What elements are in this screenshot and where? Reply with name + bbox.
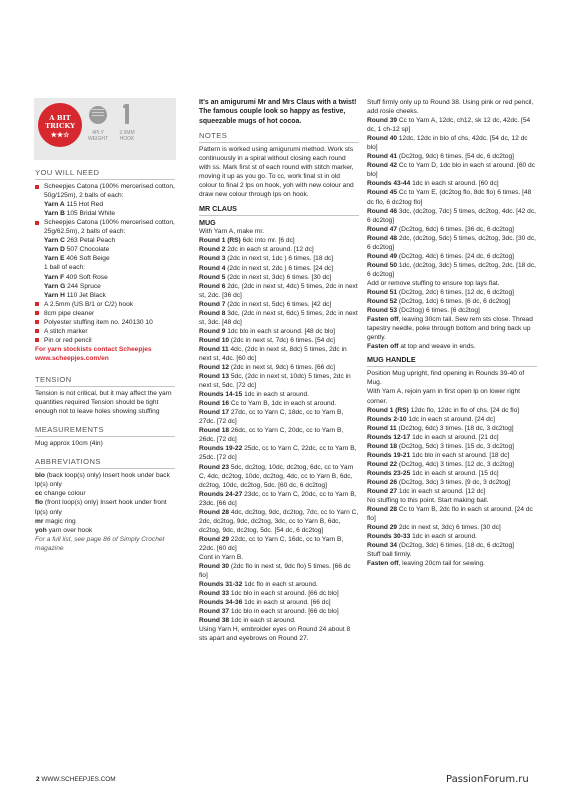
- instruction-line: [367, 342, 537, 351]
- round-label: Round 53: [367, 307, 398, 315]
- round-text: 1dc blo in each st around. [66 dc blo]: [229, 608, 339, 616]
- round-label: Round 16: [199, 400, 230, 408]
- instruction-line: [199, 282, 359, 300]
- round-label: Rounds 12-17: [367, 433, 411, 441]
- round-label: Round 17: [199, 409, 230, 417]
- abbr-term: mr: [35, 517, 44, 525]
- divider: [199, 215, 359, 216]
- round-label: Round 34: [367, 542, 398, 550]
- yarn-detail: 507 Chocolate: [64, 246, 110, 254]
- difficulty-line2: TRICKY: [45, 121, 75, 130]
- instruction-line: [367, 98, 537, 116]
- abbreviation-item: [35, 517, 175, 526]
- page-footer: [36, 776, 116, 783]
- round-label: Rounds 30-33: [367, 533, 411, 541]
- divider: [35, 179, 175, 180]
- item-text: Scheepjes Catona (100% mercerised cotton, 25g/62.5m), 2 balls of each:: [44, 219, 175, 236]
- difficulty-line1: A BIT: [49, 114, 71, 122]
- instruction-line: [367, 424, 537, 433]
- mug-subheading: MUG: [199, 218, 216, 228]
- instruction-line: [367, 505, 537, 523]
- round-text: With Yarn A, rejoin yarn in first open lp on lower right corner.: [367, 388, 520, 405]
- round-label: Round 29: [199, 535, 230, 543]
- tension-heading: TENSION: [35, 374, 72, 384]
- round-label: Rounds 14-15: [199, 391, 243, 399]
- list-item: A stitch marker: [35, 327, 175, 336]
- instruction-line: [199, 616, 359, 625]
- instruction-line: [199, 245, 359, 254]
- round-label: Round 47: [367, 225, 398, 233]
- instruction-line: [367, 306, 537, 315]
- round-text: (2dc in next st, 1dc ) 6 times. [18 dc]: [225, 255, 334, 263]
- notes-heading: NOTES: [199, 130, 228, 140]
- round-text: (Dc2tog, 4dc) 3 times. [12 dc, 3 dc2tog]: [397, 460, 514, 468]
- round-text: Stuff ball firmly.: [367, 551, 412, 559]
- round-label: Round 28: [367, 506, 398, 514]
- round-text: 1dc blo in each st around. [18 dc]: [410, 451, 510, 459]
- round-text: Cc to Yarn B, 1dc in each st around.: [229, 400, 337, 408]
- round-text: 6dc into mr. [6 dc]: [240, 237, 295, 245]
- abbreviation-item: [35, 489, 175, 498]
- round-text: 2dc, (2dc in next st, 4dc) 5 times, 2dc in next st, 2dc. [36 dc]: [199, 282, 358, 299]
- abbr-def: (front loop(s) only) Insert hook under front lp(s) only: [35, 499, 167, 516]
- instruction-line: [199, 390, 359, 399]
- list-item: A 2.5mm (US B/1 or C/2) hook: [35, 300, 175, 309]
- instruction-line: [199, 236, 359, 245]
- round-label: Rounds 23-25: [367, 469, 411, 477]
- instruction-line: [367, 207, 537, 225]
- round-text: at top and weave in ends.: [398, 343, 476, 351]
- instruction-line: [199, 300, 359, 309]
- round-label: Round 1 (RS): [199, 237, 241, 245]
- round-text: (Dc2tog, 5dc) 3 times. [15 dc, 3 dc2tog]: [397, 442, 514, 450]
- instruction-line: [199, 336, 359, 345]
- instruction-line: [199, 580, 359, 589]
- round-text: 1dc in each st around. [15 dc]: [410, 469, 499, 477]
- round-text: (Dc2tog) 6 times. [6 dc2tog]: [397, 307, 480, 315]
- round-label: Round 40: [367, 135, 398, 143]
- round-text: (Dc2tog, 3dc) 6 times. [18 dc, 6 dc2tog]: [397, 542, 514, 550]
- item-text: Scheepjes Catona (100% mercerised cotton, 50g/125m), 2 balls of each:: [44, 183, 175, 200]
- abbr-term: yoh: [35, 526, 47, 534]
- yarn-name: Yarn F: [44, 273, 65, 281]
- instruction-line: [367, 532, 537, 541]
- round-text: 1dc in each st around. [60 dc]: [410, 180, 499, 188]
- round-label: Round 11: [199, 345, 229, 353]
- yarn-name: Yarn H: [44, 291, 65, 299]
- round-label: Round 1 (RS): [367, 406, 409, 414]
- round-label: Rounds 31-32: [199, 581, 243, 589]
- round-label: Round 50: [367, 261, 398, 269]
- divider: [35, 436, 175, 437]
- round-text: 5dc, (2dc in next st, 10dc) 5 times, 2dc in next st, 5dc. [72 dc]: [199, 373, 351, 390]
- difficulty-badge: [38, 103, 82, 147]
- round-text: (Dc2tog, 2dc) 6 times. [12 dc, 6 dc2tog]: [397, 288, 514, 296]
- round-label: Round 13: [199, 373, 230, 381]
- round-text: With Yarn A, make mr.: [199, 228, 264, 236]
- round-label: Round 28: [199, 508, 230, 516]
- instruction-line: [199, 372, 359, 390]
- abbr-term: cc: [35, 490, 43, 498]
- instruction-line: [199, 426, 359, 444]
- round-text: 25dc, cc to Yarn C, 22dc, cc to Yarn B, 25dc. [72 dc]: [199, 445, 357, 462]
- round-label: Rounds 43-44: [367, 180, 411, 188]
- round-label: Round 29: [367, 524, 398, 532]
- round-label: Round 8: [199, 309, 226, 317]
- hook-label: [113, 130, 141, 142]
- list-item: [35, 218, 175, 236]
- round-text: 2dc in next st, 3dc) 6 times. [30 dc]: [397, 524, 501, 532]
- page-number: 2: [36, 776, 40, 783]
- instruction-line: [367, 161, 537, 179]
- round-label: Round 49: [367, 252, 398, 260]
- round-text: Cc to Yarn A, 12dc, ch12, sk 12 dc, 42dc. [54 dc, 1 ch-12 sp]: [367, 117, 531, 134]
- abbr-def: magic ring: [43, 517, 76, 525]
- round-text: , leaving 30cm tail. Sew rem sts close. Thread tapestry needle, poke through bottom and bring back up gently.: [367, 316, 533, 342]
- instruction-line: [199, 598, 359, 607]
- round-text: (Dc2tog, 6dc) 3 times. [18 dc, 3 dc2tog]: [396, 424, 514, 432]
- instruction-line: [367, 559, 537, 568]
- instruction-line: [367, 134, 537, 152]
- you-will-need-heading: YOU WILL NEED: [35, 168, 100, 177]
- round-label: Rounds 2-10: [367, 415, 407, 423]
- round-text: 22dc, cc to Yarn C, 16dc, cc to Yarn B, 22dc. [60 dc]: [199, 535, 344, 552]
- round-label: Round 9: [199, 327, 226, 335]
- round-label: Round 38: [199, 617, 230, 625]
- round-text: 1dc in each st around. [12 dc]: [397, 487, 486, 495]
- yarn-name: Yarn B: [44, 210, 65, 218]
- round-label: Rounds 34-36: [199, 599, 243, 607]
- round-label: Fasten off: [367, 316, 399, 324]
- round-label: Round 27: [367, 487, 398, 495]
- yarn-detail: 409 Soft Rose: [64, 273, 108, 281]
- instruction-line: [199, 345, 359, 363]
- instruction-line: [199, 408, 359, 426]
- abbr-def: yarn over hook: [46, 526, 93, 534]
- abbreviations-note: For a full list, see page 86 of Simply Crochet magazine: [35, 535, 165, 552]
- round-label: Round 26: [367, 478, 398, 486]
- yarn-name: Yarn G: [44, 282, 66, 290]
- divider: [199, 142, 359, 143]
- instruction-line: [367, 523, 537, 532]
- instruction-line: [199, 490, 359, 508]
- round-label: Round 30: [199, 563, 230, 571]
- round-text: (2dc in next st, 3dc) 6 times. [30 dc]: [225, 273, 332, 281]
- yarn-detail: 110 Jet Black: [64, 291, 106, 299]
- instruction-line: [199, 227, 359, 236]
- round-text: 1dc flo in each st around.: [242, 581, 318, 589]
- round-text: 1dc, (dc2tog, 3dc) 5 times, dc2tog, 2dc. [18 dc, 6 dc2tog]: [367, 261, 536, 278]
- round-label: Round 12: [199, 364, 230, 372]
- divider: [367, 366, 537, 367]
- instruction-line: [199, 625, 359, 643]
- round-text: 1dc in each st around.: [229, 617, 296, 625]
- instruction-line: [367, 179, 537, 188]
- round-label: Round 52: [367, 298, 398, 306]
- round-text: 2dc, (dc2tog, 5dc) 5 times, dc2tog, 3dc. [30 dc, 6 dc2tog]: [367, 234, 536, 251]
- instruction-line: [367, 297, 537, 306]
- yarn-list: [35, 236, 175, 299]
- instruction-line: [367, 496, 537, 505]
- round-text: 4dc, (2dc in next st, 8dc) 5 times, 2dc in next st, 4dc. [60 dc]: [199, 345, 347, 362]
- round-text: 26dc, cc to Yarn C, 20dc, cc to Yarn B, 26dc. [72 dc]: [199, 427, 344, 444]
- instruction-line: [367, 288, 537, 297]
- instruction-line: [367, 387, 537, 405]
- weight-label: [84, 130, 112, 142]
- round-text: 1dc in each st around. [66 dc]: [242, 599, 331, 607]
- round-text: 12dc, 12dc in blo of chs, 42dc. [54 dc, 12 dc blo]: [367, 135, 528, 152]
- column-pattern-mug: [199, 98, 359, 643]
- round-label: Rounds 19-22: [199, 445, 243, 453]
- round-label: Fasten off: [367, 560, 399, 568]
- yarn-ball-icon: [89, 106, 107, 124]
- round-label: Round 3: [199, 255, 226, 263]
- instruction-line: [199, 553, 359, 562]
- instruction-line: [199, 444, 359, 462]
- round-label: Round 33: [199, 590, 230, 598]
- instruction-line: [199, 463, 359, 490]
- round-label: Round 5: [199, 273, 226, 281]
- round-label: Round 51: [367, 288, 398, 296]
- round-text: Stuff firmly only up to Round 38. Using pink or red pencil, add rosie cheeks.: [367, 99, 534, 116]
- instruction-line: [199, 607, 359, 616]
- abbr-def: (back loop(s) only) Insert hook under back lp(s) only: [35, 472, 170, 489]
- list-item: 8cm pipe cleaner: [35, 309, 175, 318]
- column-materials: [35, 168, 175, 553]
- round-label: Round 7: [199, 300, 226, 308]
- instruction-line: [199, 589, 359, 598]
- instruction-line: [367, 451, 537, 460]
- round-label: Round 6: [199, 282, 226, 290]
- crochet-hook-icon: [125, 104, 129, 124]
- round-text: 1dc blo in each st around. [48 dc blo]: [225, 327, 335, 335]
- yarn-detail: 244 Spruce: [65, 282, 101, 290]
- round-text: 1dc blo in each st around. [66 dc blo]: [229, 590, 339, 598]
- list-item: [35, 182, 175, 200]
- difficulty-stars: ★★☆: [50, 130, 70, 139]
- round-label: Round 39: [367, 117, 398, 125]
- divider: [35, 468, 175, 469]
- yarn-detail: 115 Hot Red: [64, 201, 104, 209]
- round-text: (2dc in next st, 9dc) 6 times. [66 dc]: [229, 364, 335, 372]
- round-text: (Dc2tog, 9dc) 6 times. [54 dc, 6 dc2tog]: [397, 153, 514, 161]
- notes-text: Pattern is worked using amigurumi method. Work sts continuously in a spiral without closing each round with ss. Mark first st of each round with stitch marker, moving it up as you go. To cc, work final st in old colour to final 2 lps on hook, yoh with new colour and draw new colour through lps on hook.: [199, 145, 354, 199]
- instruction-line: [367, 225, 537, 234]
- hook-label-line1: 2.5MM: [119, 130, 135, 136]
- website-link[interactable]: www.scheepjes.com/en: [35, 354, 109, 362]
- weight-label-line1: 4PLY: [92, 130, 104, 136]
- instruction-line: [199, 254, 359, 263]
- abbr-def: change colour: [42, 490, 86, 498]
- instruction-line: [367, 188, 537, 206]
- round-label: Round 23: [199, 463, 230, 471]
- instruction-line: [367, 442, 537, 451]
- round-text: Cc to Yarn B, 2dc flo in each st around. [24 dc flo]: [367, 506, 533, 523]
- round-text: Cc to Yarn D, 1dc blo in each st around. [60 dc blo]: [367, 162, 535, 179]
- instruction-line: [199, 562, 359, 580]
- round-text: No stuffing to this point. Start making ball.: [367, 497, 489, 505]
- round-text: 1dc in each st around. [24 dc]: [406, 415, 495, 423]
- mr-claus-heading: MR CLAUS: [199, 204, 237, 214]
- list-item: Pin or red pencil: [35, 336, 175, 345]
- round-label: Fasten off: [367, 343, 399, 351]
- round-text: 4dc, dc2tog, 9dc, dc2tog, 7dc, cc to Yarn C, 2dc, dc2tog, 9dc, dc2tog, 3dc, cc to Yarn B, 6dc, dc2tog, 9dc, dc2tog, 5dc. [54 dc, 6 dc2tog]: [199, 508, 359, 534]
- instruction-line: [199, 363, 359, 372]
- instruction-line: [367, 541, 537, 550]
- instruction-line: [367, 469, 537, 478]
- round-text: (Dc2tog, 1dc) 6 times. [6 dc, 6 dc2tog]: [397, 298, 511, 306]
- round-label: Round 42: [367, 162, 398, 170]
- round-label: Round 41: [367, 153, 398, 161]
- list-item: Polyester stuffing item no. 240130 10: [35, 318, 175, 327]
- round-label: Round 11: [367, 424, 397, 432]
- round-text: (2dc in next st, 5dc) 6 times. [42 dc]: [225, 300, 332, 308]
- measurements-heading: MEASUREMENTS: [35, 425, 104, 435]
- round-label: Round 22: [367, 460, 398, 468]
- mr-claus-instructions: [199, 227, 359, 643]
- weight-label-line2: WEIGHT: [88, 136, 108, 142]
- hook-label-line2: HOOK: [119, 136, 135, 142]
- round-label: Round 2: [199, 246, 226, 254]
- round-label: Round 18: [367, 442, 398, 450]
- instruction-line: [367, 234, 537, 252]
- yarn-name: Yarn D: [44, 246, 65, 254]
- instruction-line: [367, 460, 537, 469]
- round-label: Round 45: [367, 189, 398, 197]
- instruction-line: [367, 252, 537, 261]
- round-text: 3dc, (dc2tog, 7dc) 5 times, dc2tog, 4dc. [42 dc, 6 dc2tog]: [367, 207, 536, 224]
- round-text: 1dc in each st around.: [242, 391, 309, 399]
- round-label: Rounds 19-21: [367, 451, 411, 459]
- round-text: 1dc in each st around. [21 dc]: [410, 433, 499, 441]
- column-pattern-cont: [367, 98, 537, 568]
- round-label: Round 37: [199, 608, 230, 616]
- round-label: Round 18: [199, 427, 230, 435]
- tension-text: Tension is not critical, but it may affect the yarn quantities required Tension should be tight enough not to leave holes showing stuffing: [35, 390, 172, 416]
- round-text: (2dc in next st, 7dc) 6 times. [54 dc]: [229, 336, 335, 344]
- round-text: Position Mug upright, find opening in Rounds 39-40 of Mug.: [367, 370, 525, 387]
- round-text: 12dc flo, 12dc in flo of chs. [24 dc flo]: [408, 406, 520, 414]
- item-text: 1 ball of each:: [44, 264, 86, 272]
- stockists-text: For yarn stockists contact Scheepjes: [35, 345, 152, 353]
- yarn-name: Yarn E: [44, 255, 65, 263]
- abbreviation-item: [35, 526, 175, 535]
- round-text: (2dc in next st, 2dc ) 6 times. [24 dc]: [225, 264, 334, 272]
- round-text: (Dc2tog, 4dc) 6 times. [24 dc, 6 dc2tog]: [397, 252, 514, 260]
- yarn-detail: 406 Soft Beige: [64, 255, 110, 263]
- instruction-line: [367, 279, 537, 288]
- instruction-line: [367, 487, 537, 496]
- round-text: (Dc2tog, 6dc) 6 times. [36 dc, 6 dc2tog]: [397, 225, 514, 233]
- round-label: Round 10: [199, 336, 230, 344]
- abbreviation-item: [35, 471, 175, 489]
- round-text: Using Yarn H, embroider eyes on Round 24 about 8 sts apart and eyebrows on Round 27.: [199, 626, 351, 643]
- round-text: Cont in Yarn B.: [199, 554, 244, 561]
- abbr-term: blo: [35, 472, 45, 480]
- mug-handle-instructions: [367, 369, 537, 568]
- instruction-line: [367, 478, 537, 487]
- instruction-line: [367, 415, 537, 424]
- footer-site: WWW.SCHEEPJES.COM: [41, 776, 116, 783]
- measurements-text: Mug approx 10cm (4in): [35, 440, 103, 448]
- round-text: 23dc, cc to Yarn C, 20dc, cc to Yarn B, 23dc. [66 dc]: [199, 490, 357, 507]
- yarn-name: Yarn A: [44, 201, 65, 209]
- mug-instructions-cont: [367, 98, 537, 351]
- round-text: Add or remove stuffing to ensure top lays flat.: [367, 279, 500, 287]
- difficulty-label: [38, 115, 82, 130]
- round-text: 5dc, dc2tog, 10dc, dc2tog, 6dc, cc to Yarn C, 4dc, dc2tog, 10dc, dc2tog, 4dc, cc to Yarn B, 6dc, dc2tog, 10dc, dc2tog, 5dc. [60 dc, 6 dc2tog]: [199, 463, 354, 489]
- mug-handle-heading: MUG HANDLE: [367, 355, 416, 365]
- divider: [35, 386, 175, 387]
- round-label: Round 46: [367, 207, 398, 215]
- instruction-line: [199, 273, 359, 282]
- round-label: Round 48: [367, 234, 398, 242]
- round-label: Round 4: [199, 264, 226, 272]
- instruction-line: [367, 261, 537, 279]
- instruction-line: [199, 327, 359, 336]
- yarn-list: [35, 200, 175, 218]
- instruction-line: [367, 433, 537, 442]
- round-text: 27dc, cc to Yarn C, 18dc, cc to Yarn B, 27dc. [72 dc]: [199, 409, 344, 426]
- instruction-line: [199, 309, 359, 327]
- watermark: PassionForum.ru: [446, 774, 529, 785]
- instruction-line: [199, 264, 359, 273]
- yarn-detail: 263 Petal Peach: [64, 237, 116, 245]
- instruction-line: [367, 369, 537, 387]
- instruction-line: [367, 550, 537, 559]
- instruction-line: [367, 315, 537, 342]
- instruction-line: [367, 116, 537, 134]
- instruction-line: [367, 406, 537, 415]
- round-text: Cc to Yarn E, (dc2tog flo, 8dc flo) 6 times. [48 dc flo, 6 dc2tog flo]: [367, 189, 532, 206]
- instruction-line: [199, 399, 359, 408]
- round-text: 2dc in each st around. [12 dc]: [225, 246, 314, 254]
- intro-text: It's an amigurumi Mr and Mrs Claus with a twist! The famous couple look so happy as festive, squeezable mugs of hot cocoa.: [199, 99, 357, 125]
- round-text: (Dc2tog, 3dc) 3 times. [9 dc, 3 dc2tog]: [397, 478, 511, 486]
- instruction-line: [367, 152, 537, 161]
- round-label: Rounds 24-27: [199, 490, 243, 498]
- abbreviations-heading: ABBREVIATIONS: [35, 457, 101, 467]
- abbr-term: flo: [35, 499, 44, 507]
- round-text: 3dc, (2dc in next st, 6dc) 5 times, 2dc in next st, 3dc. [48 dc]: [199, 309, 358, 326]
- yarn-name: Yarn C: [44, 237, 65, 245]
- instruction-line: [199, 535, 359, 553]
- round-text: , leaving 20cm tail for sewing.: [398, 560, 486, 568]
- yarn-detail: 105 Bridal White: [64, 210, 116, 218]
- round-text: (2dc flo in next st, 9dc flo) 5 times. [66 dc flo]: [199, 563, 351, 580]
- round-text: 1dc in each st around.: [410, 533, 477, 541]
- abbreviation-item: [35, 498, 175, 516]
- instruction-line: [199, 508, 359, 535]
